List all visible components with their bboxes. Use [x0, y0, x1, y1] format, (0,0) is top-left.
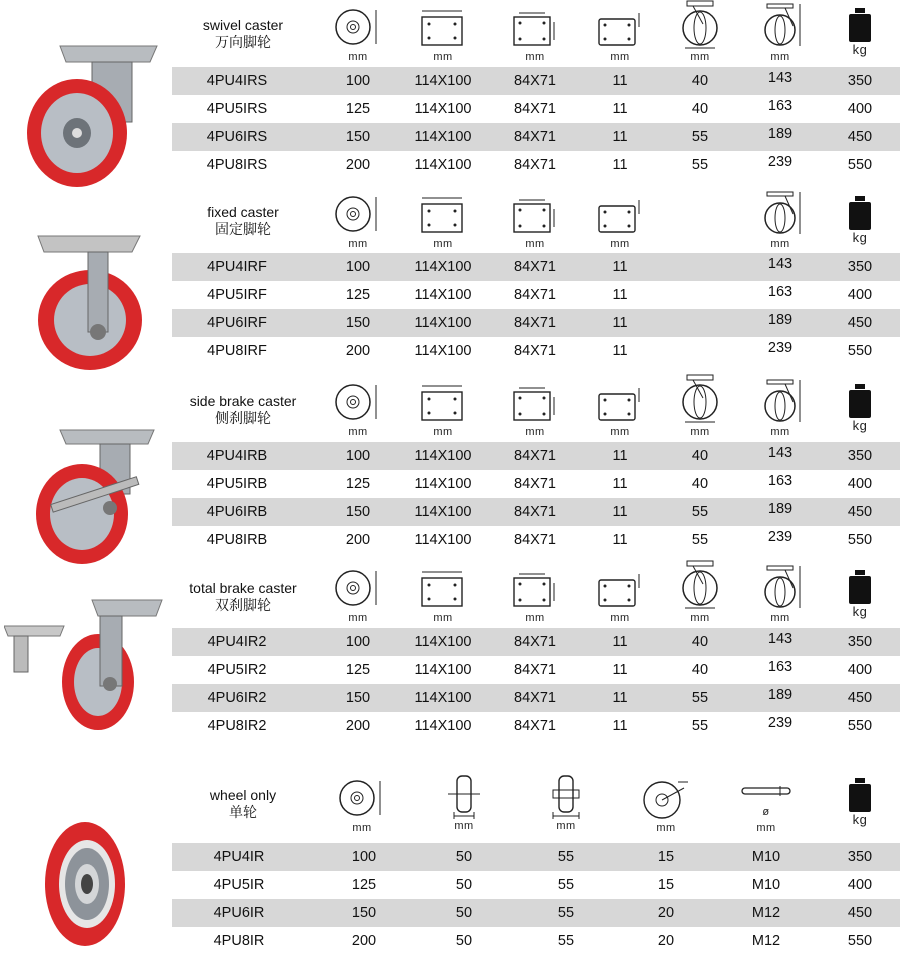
model-cell: 4PU6IR2 [207, 690, 267, 706]
title-cn: 单轮 [229, 804, 257, 820]
value-cell: 189 [767, 126, 793, 142]
unit: mm [352, 822, 372, 834]
wheel-diameter-icon [318, 380, 398, 438]
unit: mm [770, 426, 790, 438]
value-cell: 11 [612, 532, 628, 548]
value-cell: 11 [612, 504, 628, 520]
value-cell: 20 [657, 905, 675, 921]
model-cell: 4PU8IRB [206, 532, 268, 548]
value-cell: 200 [345, 343, 371, 359]
title-cn: 万向脚轮 [215, 34, 271, 50]
table-row [172, 927, 900, 955]
value-cell: 114X100 [414, 343, 472, 359]
model-cell: 4PU5IRB [206, 476, 268, 492]
section-side-brake-caster [0, 374, 900, 554]
total-height-icon [740, 562, 820, 624]
title-en: fixed caster [207, 204, 279, 220]
value-cell: 189 [767, 687, 793, 703]
value-cell: 550 [847, 532, 873, 548]
value-cell: 11 [612, 101, 628, 117]
value-cell: 150 [345, 315, 371, 331]
unit: mm [348, 612, 368, 624]
total-brake-caster-photo [4, 596, 164, 736]
top-plate-size-icon [403, 5, 483, 63]
value-cell: 114X100 [414, 690, 472, 706]
table-row [172, 871, 900, 899]
value-cell: 350 [847, 259, 873, 275]
value-cell: 84X71 [514, 690, 556, 706]
side-brake-caster-photo [30, 426, 160, 566]
fixed-caster-photo [28, 232, 148, 372]
value-cell: 350 [847, 634, 873, 650]
value-cell: 114X100 [414, 259, 472, 275]
value-cell: 150 [351, 905, 377, 921]
unit: mm [433, 426, 453, 438]
value-cell: 114X100 [414, 101, 472, 117]
unit: mm [770, 238, 790, 250]
top-plate-size-icon [403, 566, 483, 624]
value-cell: 125 [345, 662, 371, 678]
unit: mm [556, 820, 576, 832]
model-cell: 4PU4IR [213, 849, 265, 865]
value-cell: 50 [455, 905, 473, 921]
swivel-offset-icon [660, 560, 740, 624]
unit: kg [852, 42, 868, 57]
value-cell: 114X100 [414, 157, 472, 173]
value-cell: 11 [612, 476, 628, 492]
value-cell: 11 [612, 287, 628, 303]
unit: mm [656, 822, 676, 834]
weight-icon [820, 382, 900, 432]
value-cell: 189 [767, 501, 793, 517]
title-en: total brake caster [189, 580, 297, 596]
model-cell: 4PU4IRF [207, 259, 267, 275]
value-cell: M12 [751, 933, 781, 949]
model-cell: 4PU8IRF [207, 343, 267, 359]
value-cell: 114X100 [414, 634, 472, 650]
unit: kg [852, 418, 868, 433]
section-total-brake-caster [0, 560, 900, 740]
table-row [172, 470, 900, 498]
value-cell: 114X100 [414, 532, 472, 548]
tread-width-icon [424, 772, 504, 832]
value-cell: 84X71 [514, 343, 556, 359]
bolt-hole-diameter-icon [580, 192, 660, 250]
model-cell: 4PU5IR [213, 877, 265, 893]
value-cell: 114X100 [414, 315, 472, 331]
bolt-hole-spacing-icon [495, 380, 575, 438]
value-cell: 50 [455, 849, 473, 865]
value-cell: 84X71 [514, 73, 556, 89]
model-cell: 4PU6IRB [206, 504, 268, 520]
top-plate-size-icon [403, 380, 483, 438]
value-cell: 11 [612, 73, 628, 89]
wheel-diameter-icon [322, 776, 402, 834]
unit: mm [525, 426, 545, 438]
value-cell: 550 [847, 718, 873, 734]
value-cell: 163 [767, 284, 793, 300]
unit: mm [756, 822, 776, 834]
title-cn: 双刹脚轮 [215, 597, 271, 613]
value-cell: 239 [767, 715, 793, 731]
table-row [172, 309, 900, 337]
value-cell: 55 [691, 504, 709, 520]
value-cell: 50 [455, 933, 473, 949]
value-cell: 450 [847, 504, 873, 520]
table-row [172, 337, 900, 365]
unit: kg [852, 230, 868, 245]
value-cell: 40 [691, 101, 709, 117]
value-cell: 84X71 [514, 129, 556, 145]
value-cell: 114X100 [414, 129, 472, 145]
axle-icon [726, 780, 806, 834]
table-row [172, 684, 900, 712]
value-cell: 350 [847, 849, 873, 865]
value-cell: 114X100 [414, 448, 472, 464]
bolt-hole-spacing-icon [495, 5, 575, 63]
model-cell: 4PU4IR2 [207, 634, 267, 650]
value-cell: M12 [751, 905, 781, 921]
value-cell: 55 [691, 129, 709, 145]
value-cell: 84X71 [514, 718, 556, 734]
value-cell: 40 [691, 634, 709, 650]
unit: mm [690, 426, 710, 438]
value-cell: 55 [557, 849, 575, 865]
value-cell: 55 [557, 933, 575, 949]
value-cell: 84X71 [514, 157, 556, 173]
value-cell: 55 [691, 157, 709, 173]
value-cell: 400 [847, 877, 873, 893]
unit: mm [348, 51, 368, 63]
model-cell: 4PU6IRS [206, 129, 268, 145]
value-cell: 20 [657, 933, 675, 949]
value-cell: 40 [691, 476, 709, 492]
value-cell: 11 [612, 315, 628, 331]
value-cell: 143 [767, 256, 793, 272]
section-wheel-only [0, 770, 900, 953]
model-cell: 4PU6IRF [207, 315, 267, 331]
value-cell: 239 [767, 154, 793, 170]
unit: mm [770, 612, 790, 624]
table-row [172, 712, 900, 740]
table-row [172, 526, 900, 554]
value-cell: 114X100 [414, 287, 472, 303]
model-cell: 4PU5IRS [206, 101, 268, 117]
unit: mm [690, 612, 710, 624]
unit: kg [852, 812, 868, 827]
table-row [172, 442, 900, 470]
unit: mm [348, 426, 368, 438]
wheel-only-photo [42, 820, 128, 948]
weight-icon [820, 194, 900, 244]
value-cell: 163 [767, 98, 793, 114]
table-row [172, 151, 900, 179]
section-title [172, 787, 314, 821]
hub-length-icon [526, 772, 606, 832]
table-row [172, 95, 900, 123]
value-cell: 350 [847, 448, 873, 464]
bolt-hole-diameter-icon [580, 566, 660, 624]
value-cell: 84X71 [514, 532, 556, 548]
value-cell: 150 [345, 504, 371, 520]
value-cell: 125 [345, 287, 371, 303]
section-title [172, 17, 314, 51]
value-cell: 114X100 [414, 504, 472, 520]
value-cell: 11 [612, 662, 628, 678]
value-cell: M10 [751, 877, 781, 893]
value-cell: 100 [345, 448, 371, 464]
value-cell: 200 [345, 157, 371, 173]
model-cell: 4PU6IR [213, 905, 265, 921]
model-cell: 4PU5IR2 [207, 662, 267, 678]
value-cell: 450 [847, 690, 873, 706]
model-cell: 4PU5IRF [207, 287, 267, 303]
bolt-hole-spacing-icon [495, 192, 575, 250]
value-cell: 239 [767, 340, 793, 356]
value-cell: 125 [345, 476, 371, 492]
value-cell: 11 [612, 259, 628, 275]
value-cell: 400 [847, 476, 873, 492]
value-cell: 15 [657, 849, 675, 865]
unit: mm [433, 238, 453, 250]
value-cell: 143 [767, 631, 793, 647]
value-cell: 84X71 [514, 504, 556, 520]
section-title [172, 204, 314, 238]
value-cell: 55 [691, 532, 709, 548]
value-cell: 200 [345, 718, 371, 734]
unit: mm [610, 238, 630, 250]
value-cell: 125 [351, 877, 377, 893]
value-cell: 189 [767, 312, 793, 328]
value-cell: 450 [847, 905, 873, 921]
value-cell: 143 [767, 70, 793, 86]
weight-icon [820, 568, 900, 618]
unit: mm [525, 612, 545, 624]
value-cell: 239 [767, 529, 793, 545]
value-cell: 200 [345, 532, 371, 548]
table-row [172, 281, 900, 309]
value-cell: 55 [691, 718, 709, 734]
value-cell: 11 [612, 157, 628, 173]
title-en: swivel caster [202, 17, 284, 33]
value-cell: 114X100 [414, 718, 472, 734]
value-cell: 100 [345, 73, 371, 89]
total-height-icon [740, 188, 820, 250]
table-row [172, 253, 900, 281]
bolt-hole-spacing-icon [495, 566, 575, 624]
unit: mm [610, 612, 630, 624]
value-cell: 114X100 [414, 73, 472, 89]
value-cell: 114X100 [414, 662, 472, 678]
value-cell: 84X71 [514, 259, 556, 275]
unit: mm [348, 238, 368, 250]
model-cell: 4PU8IR2 [207, 718, 267, 734]
table-row [172, 628, 900, 656]
model-cell: 4PU4IRB [206, 448, 268, 464]
weight-icon [820, 776, 900, 826]
value-cell: 200 [351, 933, 377, 949]
unit: mm [433, 51, 453, 63]
unit: mm [454, 820, 474, 832]
wheel-diameter-icon [318, 566, 398, 624]
total-height-icon [740, 0, 820, 63]
value-cell: 84X71 [514, 476, 556, 492]
value-cell: 11 [612, 448, 628, 464]
value-cell: 84X71 [514, 101, 556, 117]
value-cell: 11 [612, 634, 628, 650]
value-cell: 100 [345, 634, 371, 650]
value-cell: 55 [557, 905, 575, 921]
value-cell: 84X71 [514, 448, 556, 464]
unit: mm [610, 426, 630, 438]
swivel-offset-icon [660, 374, 740, 438]
unit: mm [770, 51, 790, 63]
table-row [172, 656, 900, 684]
unit: mm [690, 51, 710, 63]
bolt-hole-diameter-icon [580, 380, 660, 438]
value-cell: 550 [847, 343, 873, 359]
value-cell: 40 [691, 73, 709, 89]
value-cell: 150 [345, 690, 371, 706]
table-row [172, 67, 900, 95]
value-cell: 84X71 [514, 287, 556, 303]
value-cell: 84X71 [514, 662, 556, 678]
section-fixed-caster [0, 188, 900, 368]
value-cell: 11 [612, 343, 628, 359]
table-row [172, 899, 900, 927]
model-cell: 4PU4IRS [206, 73, 268, 89]
title-cn: 侧刹脚轮 [215, 410, 271, 426]
value-cell: 350 [847, 73, 873, 89]
section-title [172, 393, 314, 427]
title-cn: 固定脚轮 [215, 221, 271, 237]
table-row [172, 498, 900, 526]
wheel-diameter-icon [318, 5, 398, 63]
model-cell: 4PU8IR [213, 933, 265, 949]
value-cell: 400 [847, 101, 873, 117]
value-cell: 550 [847, 157, 873, 173]
section-swivel-caster [0, 0, 900, 180]
value-cell: 400 [847, 662, 873, 678]
title-en: side brake caster [189, 393, 297, 409]
value-cell: 114X100 [414, 476, 472, 492]
value-cell: 100 [345, 259, 371, 275]
value-cell: 84X71 [514, 315, 556, 331]
value-cell: 11 [612, 129, 628, 145]
swivel-offset-icon [660, 0, 740, 63]
value-cell: 163 [767, 473, 793, 489]
table-row [172, 843, 900, 871]
value-cell: 55 [691, 690, 709, 706]
value-cell: 150 [345, 129, 371, 145]
bolt-hole-diameter-icon [580, 5, 660, 63]
value-cell: M10 [751, 849, 781, 865]
model-cell: 4PU8IRS [206, 157, 268, 173]
value-cell: 11 [612, 718, 628, 734]
unit: mm [610, 51, 630, 63]
title-en: wheel only [209, 787, 277, 803]
value-cell: 100 [351, 849, 377, 865]
table-row [172, 123, 900, 151]
unit: mm [525, 51, 545, 63]
value-cell: 400 [847, 287, 873, 303]
value-cell: 125 [345, 101, 371, 117]
value-cell: 15 [657, 877, 675, 893]
unit: kg [852, 604, 868, 619]
bore-diameter-icon [626, 776, 706, 834]
value-cell: 550 [847, 933, 873, 949]
value-cell: 163 [767, 659, 793, 675]
value-cell: 450 [847, 315, 873, 331]
value-cell: 40 [691, 662, 709, 678]
total-height-icon [740, 376, 820, 438]
value-cell: 40 [691, 448, 709, 464]
wheel-diameter-icon [318, 192, 398, 250]
section-title [172, 580, 314, 614]
unit: mm [433, 612, 453, 624]
value-cell: 11 [612, 690, 628, 706]
axle-diameter-symbol: ø [762, 806, 770, 818]
value-cell: 50 [455, 877, 473, 893]
weight-icon [820, 6, 900, 56]
value-cell: 84X71 [514, 634, 556, 650]
value-cell: 55 [557, 877, 575, 893]
value-cell: 143 [767, 445, 793, 461]
top-plate-size-icon [403, 192, 483, 250]
swivel-caster-photo [22, 28, 167, 188]
unit: mm [525, 238, 545, 250]
value-cell: 450 [847, 129, 873, 145]
